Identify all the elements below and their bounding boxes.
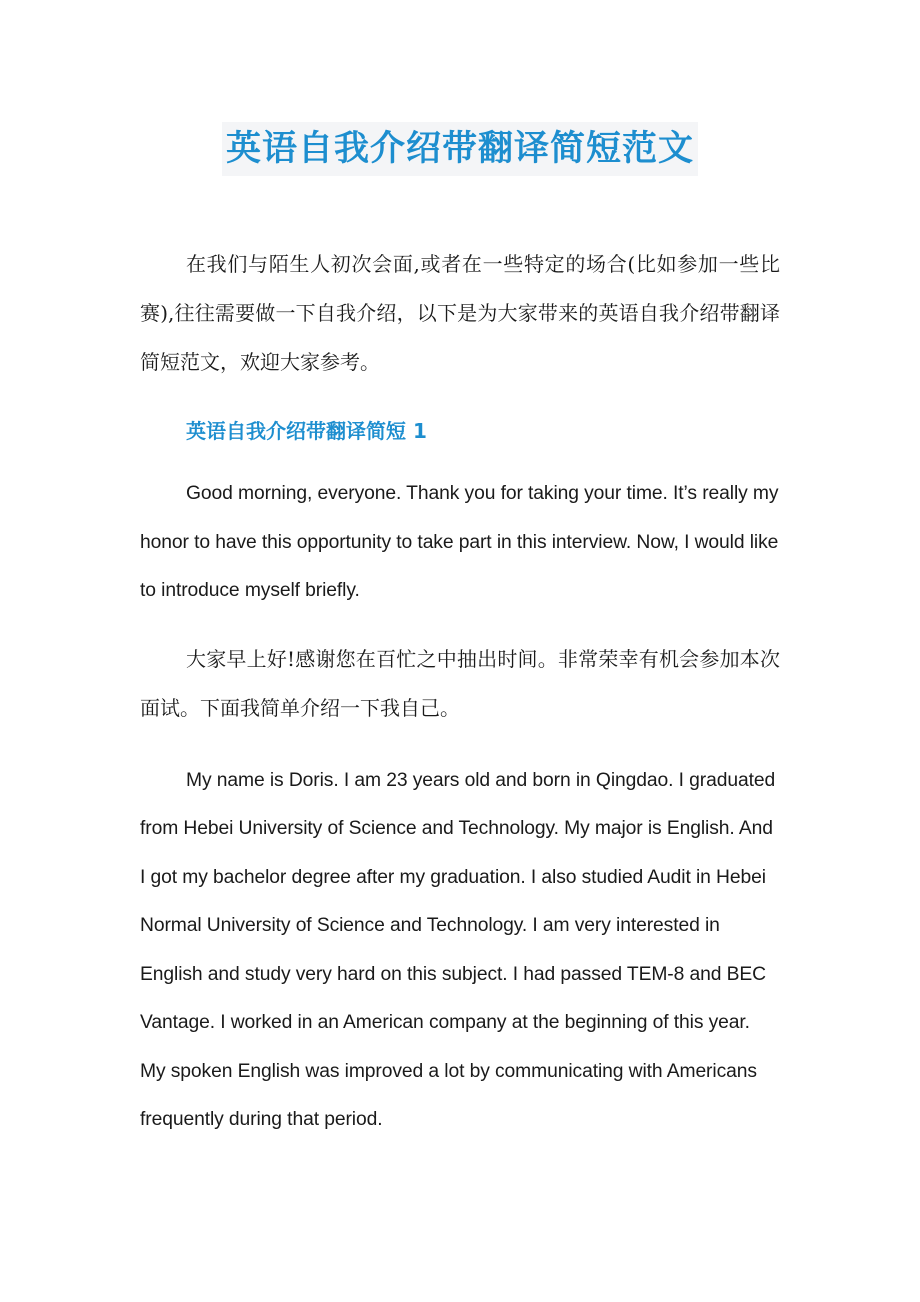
intro-paragraph: 在我们与陌生人初次会面,或者在一些特定的场合(比如参加一些比赛),往往需要做一下自我介绍，以下是为大家带来的英语自我介绍带翻译简短范文，欢迎大家参考。 [140,252,780,374]
title-container [140,122,780,178]
english-paragraph-2: My name is Doris. I am 23 years old and born in Qingdao. I graduated from Hebei University of Science and Technology. My major is English. And I got my bachelor degree after my graduation. I also studied Audit in Hebei Normal University of Science and Technology. I am very interested in English and study very hard on this subject. I had passed TEM-8 and BEC Vantage. I worked in an American company at the beginning of this year. My spoken English was improved a lot by communicating with Americans frequently during that period. [140,769,776,1131]
document-title: 英语自我介绍带翻译简短范文 [222,122,698,176]
english-paragraph-1: Good morning, everyone. Thank you for taking your time. It’s really my honor to have this opportunity to take part in this interview. Now, I would like to introduce myself briefly. [140,483,779,601]
chinese-paragraph-1: 大家早上好!感谢您在百忙之中抽出时间。非常荣幸有机会参加本次面试。下面我简单介绍一下我自己。 [140,646,780,720]
section-heading-1: 英语自我介绍带翻译简短 1 [186,419,427,443]
